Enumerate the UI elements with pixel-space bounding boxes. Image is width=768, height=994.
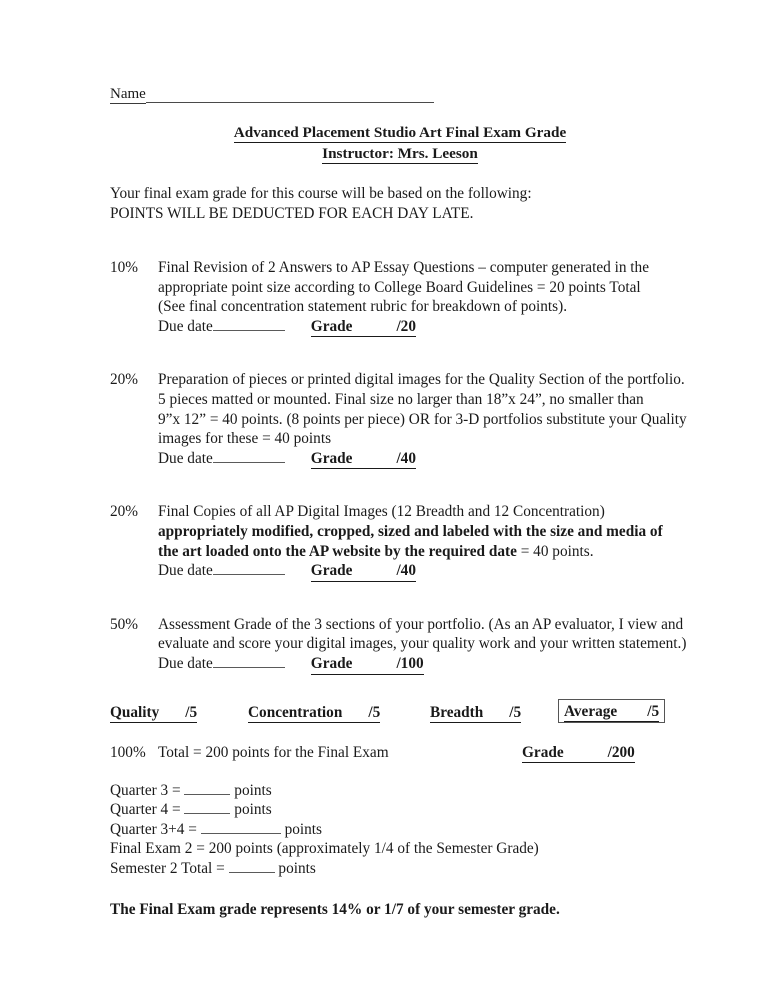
name-field-row (110, 84, 690, 104)
name-label: Name (110, 86, 146, 102)
item-1-grade-label: Grade (310, 317, 353, 335)
score-field-concentration[interactable] (248, 703, 380, 723)
item-1-line-3: (See final concentration statement rubric for breakdown of points). (158, 298, 568, 316)
item-4-grade-max: /100 (396, 654, 424, 672)
quarter-1-suffix: points (230, 781, 272, 799)
score-max-average: /5 (647, 702, 660, 720)
score-field-average[interactable] (564, 702, 659, 722)
score-field-breadth[interactable] (430, 703, 521, 723)
item-3-line-3-plain: = 40 points. (516, 542, 594, 560)
total-text: Total = 200 points for the Final Exam (158, 743, 389, 761)
quarter-4-prefix: Final Exam 2 = 200 points (approximately 1/4 of the Semester Grade) (110, 840, 539, 858)
score-label-quality: Quality (110, 703, 160, 721)
item-3-due-date-input[interactable] (213, 561, 285, 575)
item-2-line-4: images for these = 40 points (158, 430, 332, 448)
quarter-5-input[interactable] (229, 860, 275, 873)
item-3-body (158, 502, 690, 581)
quarter-line-4 (110, 839, 690, 859)
item-3-grade-max: /40 (396, 562, 416, 580)
score-max-concentration: /5 (368, 703, 381, 721)
item-1-due-date-input[interactable] (213, 317, 285, 331)
score-label-breadth: Breadth (430, 703, 484, 721)
item-3-line-2: appropriately modified, cropped, sized and labeled with the size and media of (158, 522, 663, 540)
item-3-due-label: Due date (158, 562, 213, 580)
footer-note: The Final Exam grade represents 14% or 1/7 of your semester grade. (110, 901, 560, 919)
item-2-line-3: 9”x 12” = 40 points. (8 points per piece) OR for 3-D portfolios substitute your Quality (158, 410, 687, 428)
total-grade-field[interactable] (522, 743, 635, 763)
document-content (110, 84, 690, 919)
item-4-due-row (158, 654, 690, 675)
total-grade-label: Grade (522, 743, 564, 761)
item-4-grade-label: Grade (310, 654, 353, 672)
quarter-2-suffix: points (230, 801, 272, 819)
item-1-body (158, 258, 690, 337)
page-title: Advanced Placement Studio Art Final Exam Grade (233, 124, 567, 141)
item-1-line-2: appropriate point size according to College Board Guidelines = 20 points Total (158, 278, 641, 296)
item-2-grade-label: Grade (310, 449, 353, 467)
item-3-grade-field[interactable] (311, 561, 416, 582)
item-4-due-label: Due date (158, 654, 213, 672)
item-2-due-label: Due date (158, 449, 213, 467)
score-label-average: Average (564, 702, 618, 720)
total-percent: 100% (110, 743, 146, 761)
item-2-body (158, 370, 690, 469)
spacer (110, 337, 690, 370)
item-2-line-2: 5 pieces matted or mounted. Final size no larger than 18”x 24”, no smaller than (158, 390, 644, 408)
grade-item-2 (110, 370, 690, 469)
intro-line-2: POINTS WILL BE DEDUCTED FOR EACH DAY LATE. (110, 204, 474, 222)
quarter-line-3 (110, 820, 690, 840)
quarter-3-input[interactable] (201, 821, 281, 834)
intro-paragraph (110, 184, 690, 223)
title-block (110, 124, 690, 164)
item-1-due-row (158, 317, 690, 338)
quarter-2-input[interactable] (184, 801, 230, 814)
item-2-due-date-input[interactable] (213, 449, 285, 463)
item-4-grade-field[interactable] (311, 654, 424, 675)
item-2-grade-max: /40 (396, 449, 416, 467)
item-3-percent: 20% (110, 503, 139, 521)
item-4-percent: 50% (110, 615, 139, 633)
item-3-line-3-bold: the art loaded onto the AP website by the required date (158, 542, 517, 560)
score-field-quality[interactable] (110, 703, 197, 723)
quarter-line-1 (110, 781, 690, 801)
page-subtitle: Instructor: Mrs. Leeson (322, 145, 478, 162)
item-2-due-row (158, 449, 690, 470)
quarter-1-prefix: Quarter 3 = (110, 781, 185, 799)
grade-item-4 (110, 615, 690, 675)
item-1-line-1: Final Revision of 2 Answers to AP Essay Questions – computer generated in the (158, 259, 649, 276)
item-1-grade-field[interactable] (311, 317, 416, 338)
quarter-1-input[interactable] (184, 782, 230, 795)
quarter-5-suffix: points (274, 859, 316, 877)
item-1-grade-max: /20 (396, 317, 416, 335)
item-1-percent: 10% (110, 259, 139, 276)
quarter-line-2 (110, 800, 690, 820)
item-1-due-label: Due date (158, 317, 213, 335)
total-grade-max: /200 (607, 743, 635, 761)
item-4-line-1: Assessment Grade of the 3 sections of your portfolio. (As an AP evaluator, I view and (158, 615, 684, 633)
item-3-line-3 (158, 542, 690, 562)
grade-item-3 (110, 502, 690, 581)
score-field-average-box[interactable] (558, 699, 665, 723)
item-4-body (158, 615, 690, 675)
name-input-line[interactable] (146, 101, 434, 103)
score-max-quality: /5 (185, 703, 198, 721)
intro-line-1: Your final exam grade for this course will be based on the following: (110, 185, 532, 202)
quarter-line-5 (110, 859, 690, 879)
quarter-2-prefix: Quarter 4 = (110, 801, 185, 819)
item-4-line-2: evaluate and score your digital images, your quality work and your written statement.) (158, 635, 687, 653)
quarter-5-prefix: Semester 2 Total = (110, 859, 229, 877)
total-row (110, 743, 690, 767)
quarter-3-suffix: points (280, 820, 322, 838)
spacer (110, 223, 690, 258)
spacer (110, 582, 690, 615)
quarter-summary (110, 781, 690, 879)
item-3-line-1: Final Copies of all AP Digital Images (12 Breadth and 12 Concentration) (158, 503, 605, 521)
item-3-due-row (158, 561, 690, 582)
score-label-concentration: Concentration (248, 703, 343, 721)
score-max-breadth: /5 (509, 703, 522, 721)
grade-item-1 (110, 258, 690, 337)
item-4-due-date-input[interactable] (213, 654, 285, 668)
total-text-wrap (110, 743, 389, 762)
item-2-percent: 20% (110, 371, 139, 389)
item-2-grade-field[interactable] (311, 449, 416, 470)
item-2-line-1: Preparation of pieces or printed digital images for the Quality Section of the portfolio. (158, 371, 685, 389)
section-scores-row (110, 703, 690, 729)
item-3-grade-label: Grade (310, 562, 353, 580)
spacer (110, 469, 690, 502)
quarter-3-prefix: Quarter 3+4 = (110, 820, 201, 838)
